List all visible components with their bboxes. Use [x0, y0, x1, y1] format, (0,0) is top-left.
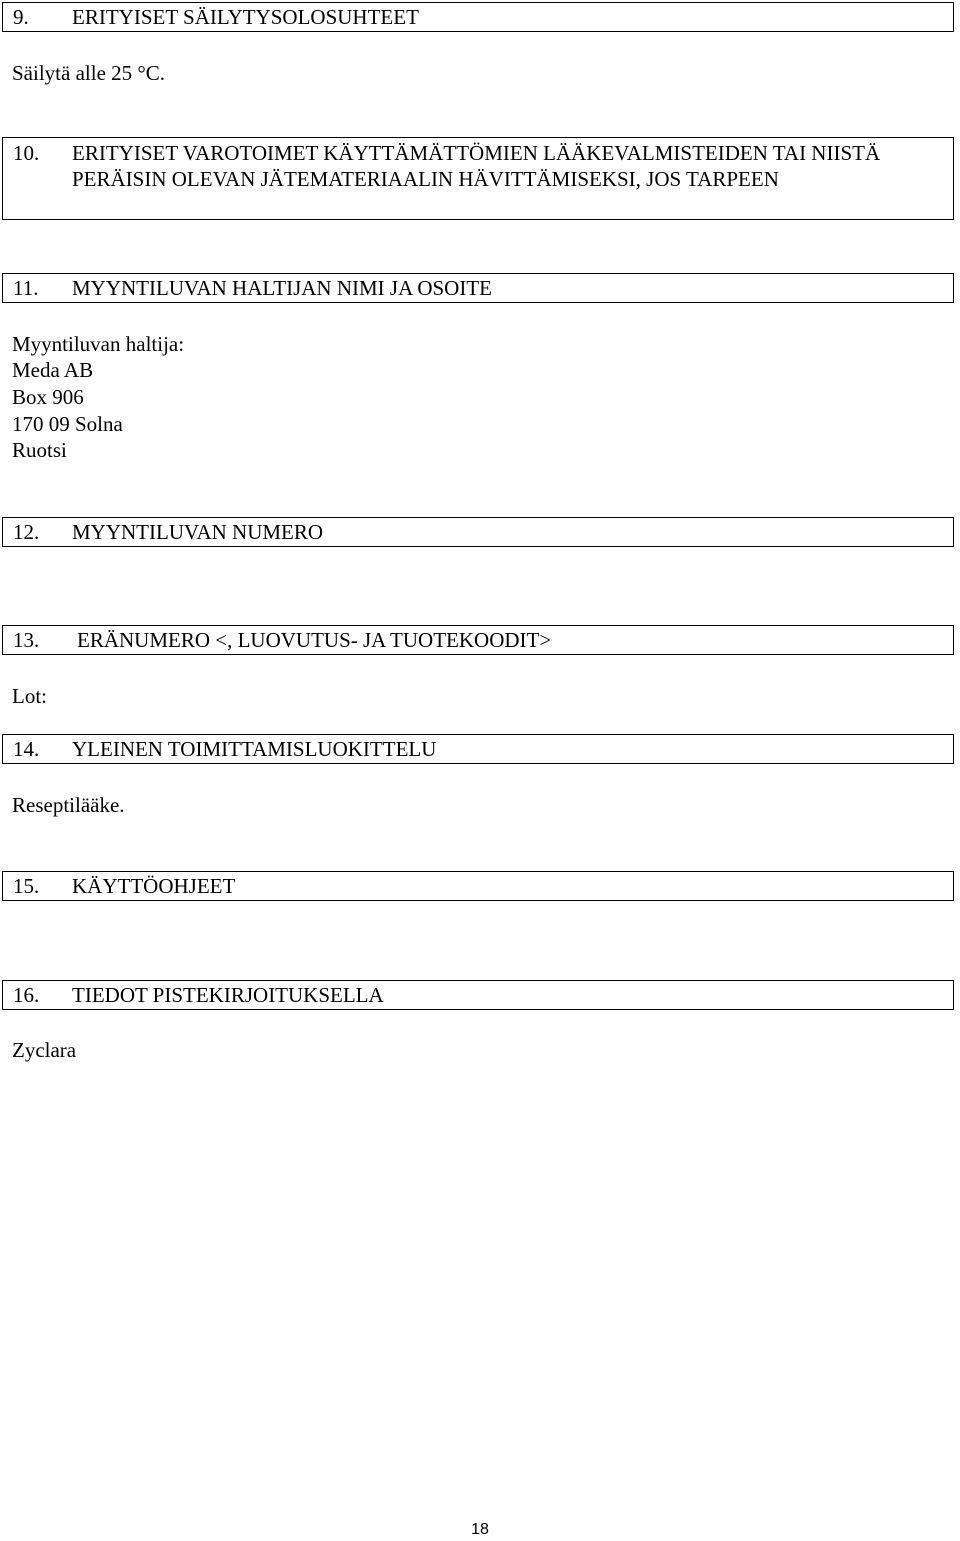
section-10-title: ERITYISET VAROTOIMET KÄYTTÄMÄTTÖMIEN LÄÄKEVALMISTEIDEN TAI NIISTÄ PERÄISIN OLEVAN JÄTEMATERIAALIN HÄVITTÄMISEKSI, JOS TARPEEN: [72, 141, 881, 191]
section-16-header: [2, 980, 954, 1010]
page-number: 18: [471, 1521, 489, 1538]
holder-box: Box 906: [12, 385, 84, 409]
section-14-title: YLEINEN TOIMITTAMISLUOKITTELU: [72, 737, 437, 761]
section-10-header: [2, 137, 954, 220]
holder-country: Ruotsi: [12, 438, 67, 462]
holder-label: Myyntiluvan haltija:: [12, 332, 185, 356]
section-12-title: MYYNTILUVAN NUMERO: [72, 520, 324, 544]
section-12-header: [2, 517, 954, 547]
section-11-header: [2, 273, 954, 303]
section-13-title: ERÄNUMERO <, LUOVUTUS- JA TUOTEKOODIT>: [77, 628, 552, 652]
section-9-title: ERITYISET SÄILYTYSOLOSUHTEET: [72, 5, 419, 29]
section-9-number: 9.: [13, 5, 29, 29]
section-14-header: [2, 734, 954, 764]
section-15-title: KÄYTTÖOHJEET: [72, 874, 236, 898]
storage-text: Säilytä alle 25 °C.: [12, 61, 166, 85]
section-16-title: TIEDOT PISTEKIRJOITUKSELLA: [72, 983, 384, 1007]
section-11-title: MYYNTILUVAN HALTIJAN NIMI JA OSOITE: [72, 276, 492, 300]
braille-text: Zyclara: [12, 1038, 77, 1062]
holder-city: 170 09 Solna: [12, 412, 123, 436]
holder-name: Meda AB: [12, 358, 94, 382]
section-9-header: [2, 2, 954, 32]
section-11-number: 11.: [13, 276, 39, 300]
section-15-number: 15.: [13, 874, 40, 898]
section-15-header: [2, 871, 954, 901]
section-16-number: 16.: [13, 983, 40, 1007]
section-12-number: 12.: [13, 520, 40, 544]
section-13-number: 13.: [13, 628, 40, 652]
section-14-number: 14.: [13, 737, 40, 761]
classification-text: Reseptilääke.: [12, 793, 125, 817]
section-10-number: 10.: [13, 141, 40, 165]
lot-label: Lot:: [12, 684, 47, 708]
section-13-header: [2, 625, 954, 655]
